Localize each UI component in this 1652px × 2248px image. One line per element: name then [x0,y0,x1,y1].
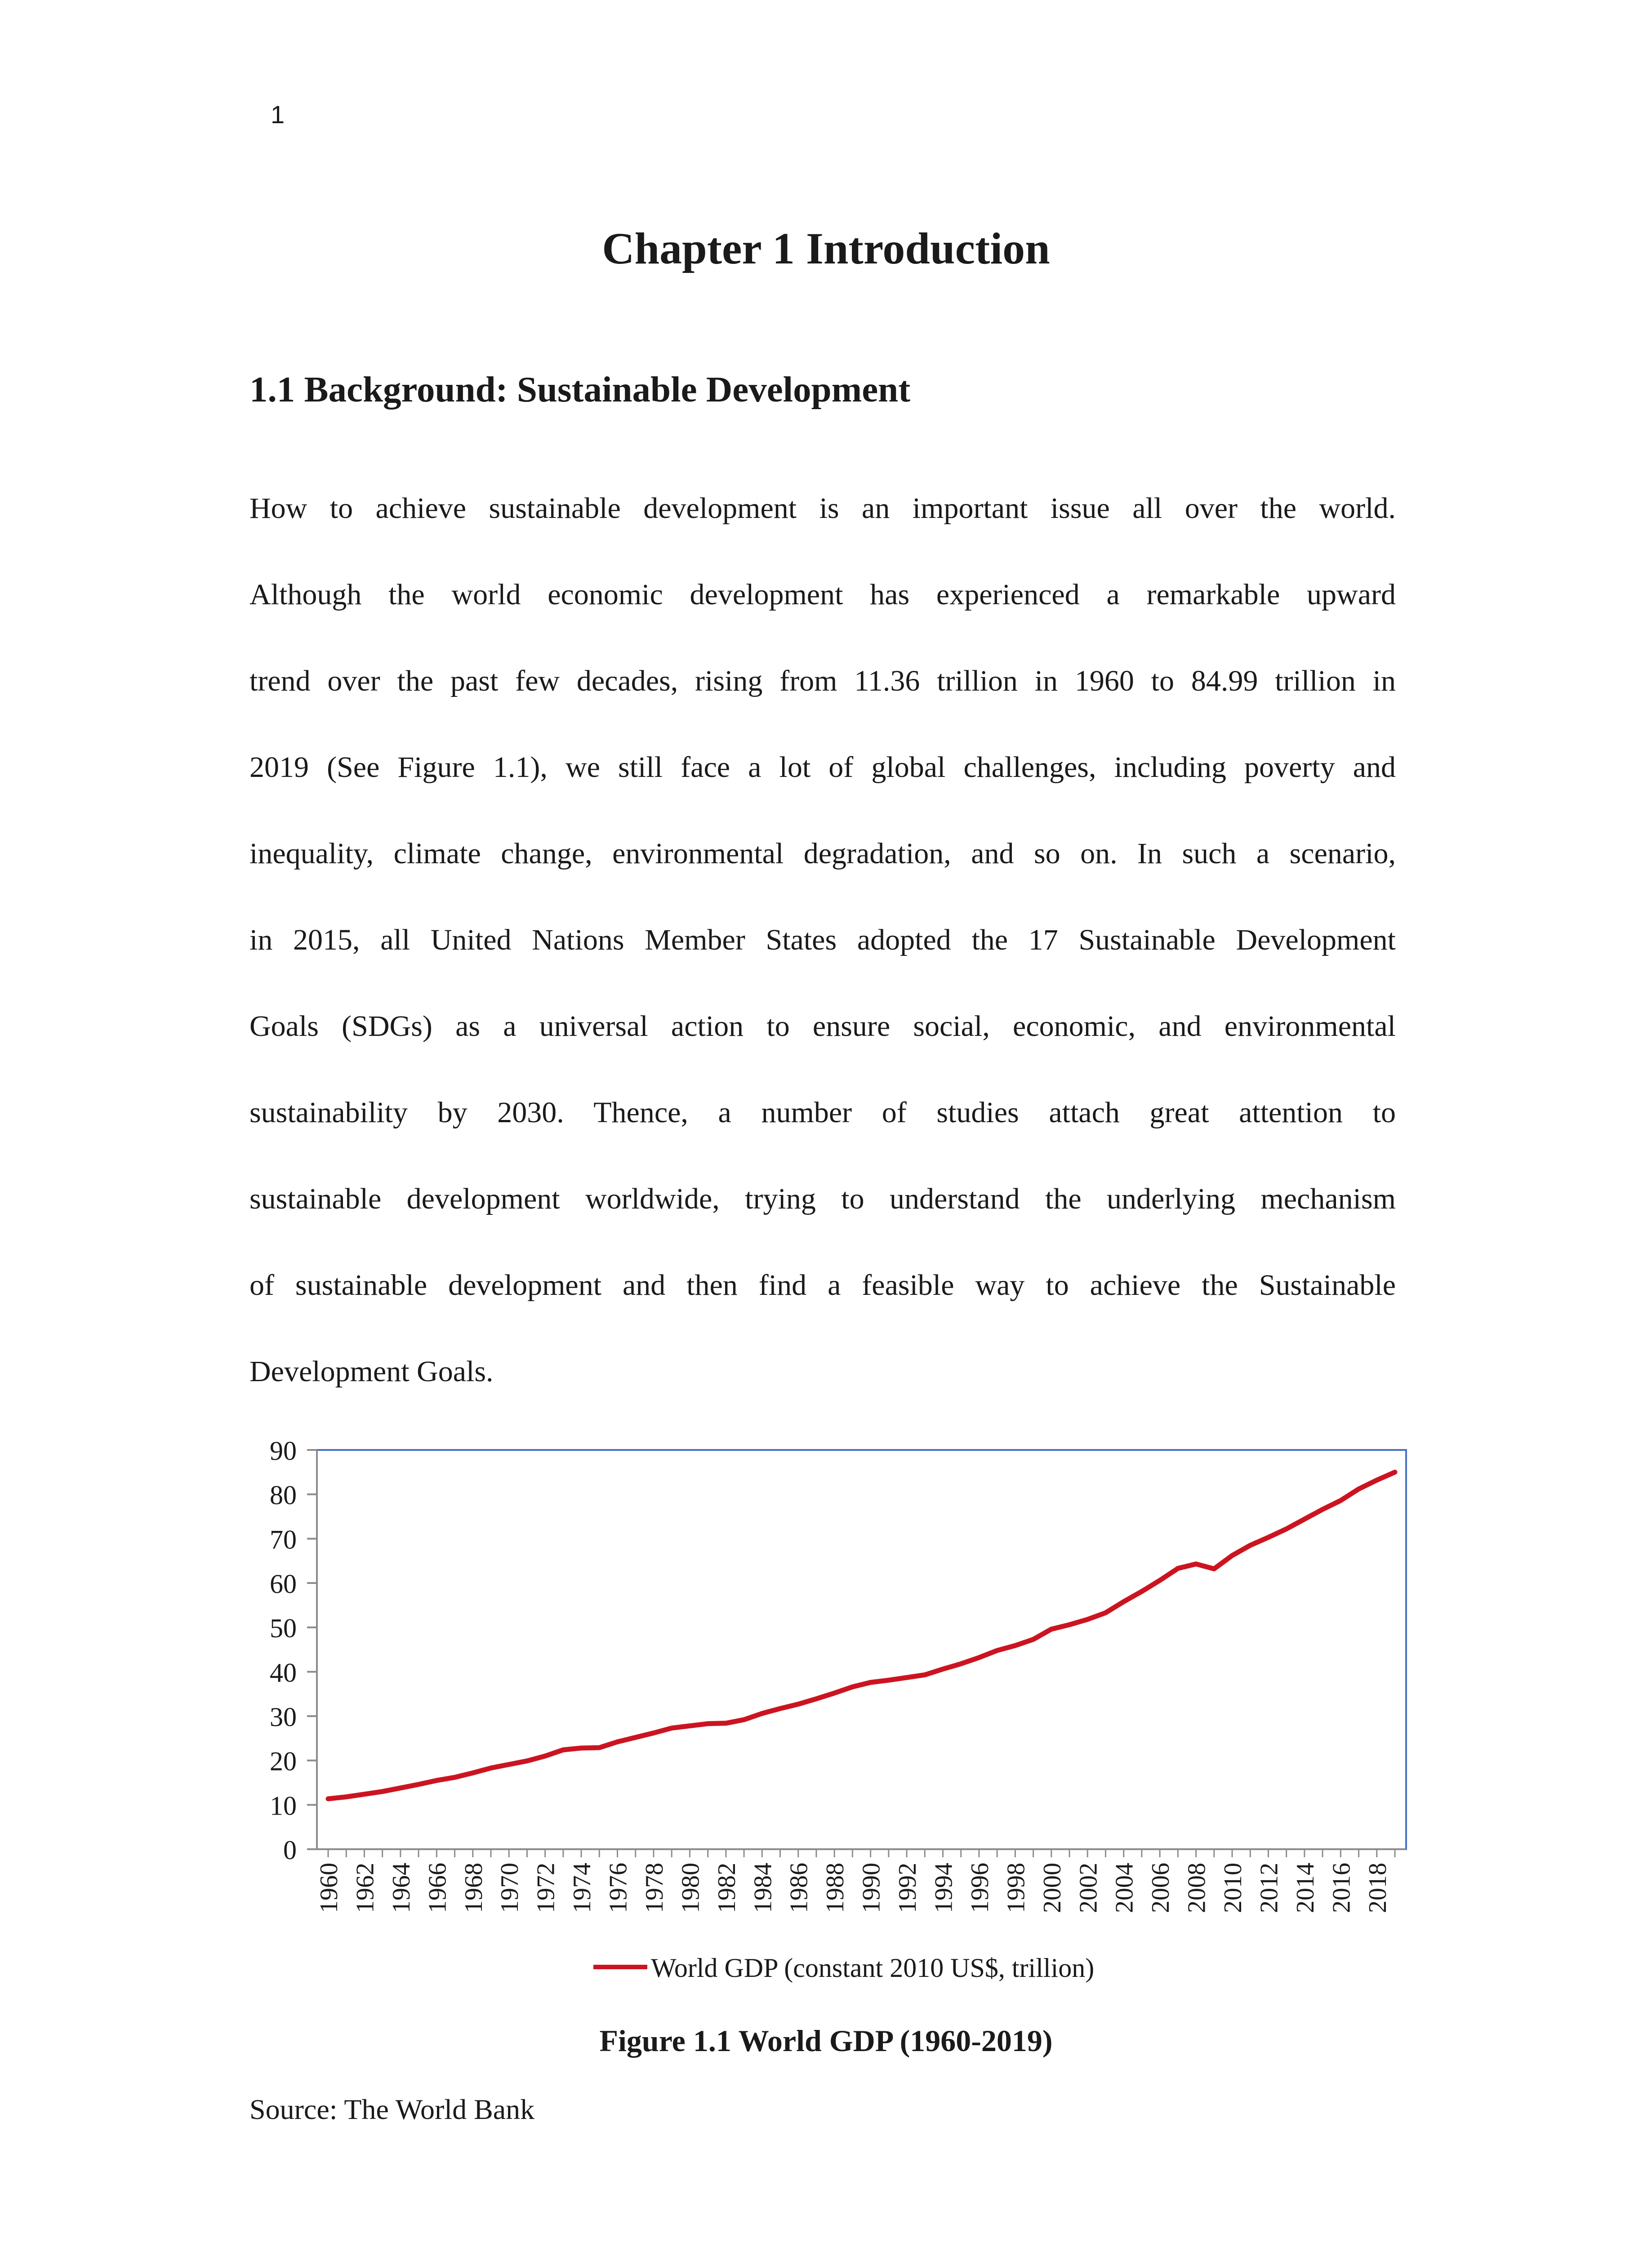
paragraph-line: How to achieve sustainable development is an important issue all over the world. [249,492,1396,525]
x-tick-label: 1964 [387,1863,415,1913]
x-tick-label: 1994 [930,1863,958,1913]
y-tick-label: 90 [270,1436,297,1466]
header-page-number: 1 [271,100,285,129]
x-tick-label: 2000 [1038,1863,1066,1913]
x-tick-label: 1962 [351,1863,379,1913]
y-tick-label: 30 [270,1702,297,1732]
paragraph-line: Development Goals. [249,1355,494,1388]
x-tick-label: 1988 [821,1863,850,1913]
x-tick-label: 1960 [315,1863,343,1913]
paragraph-line: Although the world economic development has experienced a remarkable upward [249,578,1396,611]
x-tick-label: 2018 [1363,1863,1392,1913]
paragraph-line: trend over the past few decades, rising from 11.36 trillion in 1960 to 84.99 trillion in [249,665,1396,697]
x-tick-label: 1968 [459,1863,488,1913]
x-tick-label: 2008 [1183,1863,1211,1913]
chapter-title: Chapter 1 Introduction [602,223,1050,273]
source-note: Source: The World Bank [249,2093,535,2125]
y-tick-label: 40 [270,1658,297,1688]
x-tick-label: 1978 [640,1863,668,1913]
x-tick-label: 1980 [677,1863,705,1913]
x-tick-label: 1972 [532,1863,560,1913]
x-tick-label: 1982 [712,1863,741,1913]
figure-caption: Figure 1.1 World GDP (1960-2019) [599,2024,1053,2058]
x-tick-label: 1992 [894,1863,922,1913]
x-tick-label: 1998 [1002,1863,1030,1913]
x-tick-label: 1976 [604,1863,632,1913]
y-tick-label: 60 [270,1569,297,1599]
y-tick-label: 50 [270,1613,297,1643]
paragraph-line: inequality, climate change, environmental degradation, and so on. In such a scenario, [249,837,1396,870]
y-tick-label: 0 [283,1835,297,1865]
y-tick-label: 20 [270,1746,297,1776]
legend-label: World GDP (constant 2010 US$, trillion) [651,1953,1095,1983]
x-tick-label: 2010 [1219,1863,1247,1913]
x-tick-label: 2002 [1074,1863,1103,1913]
series-line-world-gdp [328,1472,1395,1799]
x-tick-label: 1970 [496,1863,524,1913]
paragraph-line: sustainability by 2030. Thence, a number of studies attach great attention to [249,1096,1396,1129]
paragraph-line: of sustainable development and then find a feasible way to achieve the Sustainable [249,1269,1396,1302]
x-tick-label: 1990 [857,1863,886,1913]
paragraph-line: in 2015, all United Nations Member States adopted the 17 Sustainable Development [249,923,1396,956]
y-tick-label: 70 [270,1525,297,1555]
plot-area-border [317,1450,1406,1849]
paragraph-line: 2019 (See Figure 1.1), we still face a lot of global challenges, including poverty and [249,751,1396,784]
x-tick-label: 1984 [749,1863,777,1913]
x-tick-label: 1966 [423,1863,452,1913]
x-tick-label: 2012 [1255,1863,1283,1913]
x-tick-label: 2016 [1327,1863,1356,1913]
y-tick-label: 10 [270,1791,297,1821]
x-tick-label: 2014 [1291,1863,1319,1913]
y-tick-label: 80 [270,1480,297,1510]
x-tick-label: 2006 [1147,1863,1175,1913]
paragraph-line: Goals (SDGs) as a universal action to ensure social, economic, and environmental [249,1010,1396,1043]
x-tick-label: 1974 [568,1863,597,1913]
x-tick-label: 1996 [966,1863,994,1913]
x-tick-label: 1986 [785,1863,813,1913]
section-title: 1.1 Background: Sustainable Development [249,369,911,410]
x-tick-label: 2004 [1110,1863,1139,1913]
paragraph-line: sustainable development worldwide, trying to understand the underlying mechanism [249,1182,1396,1215]
